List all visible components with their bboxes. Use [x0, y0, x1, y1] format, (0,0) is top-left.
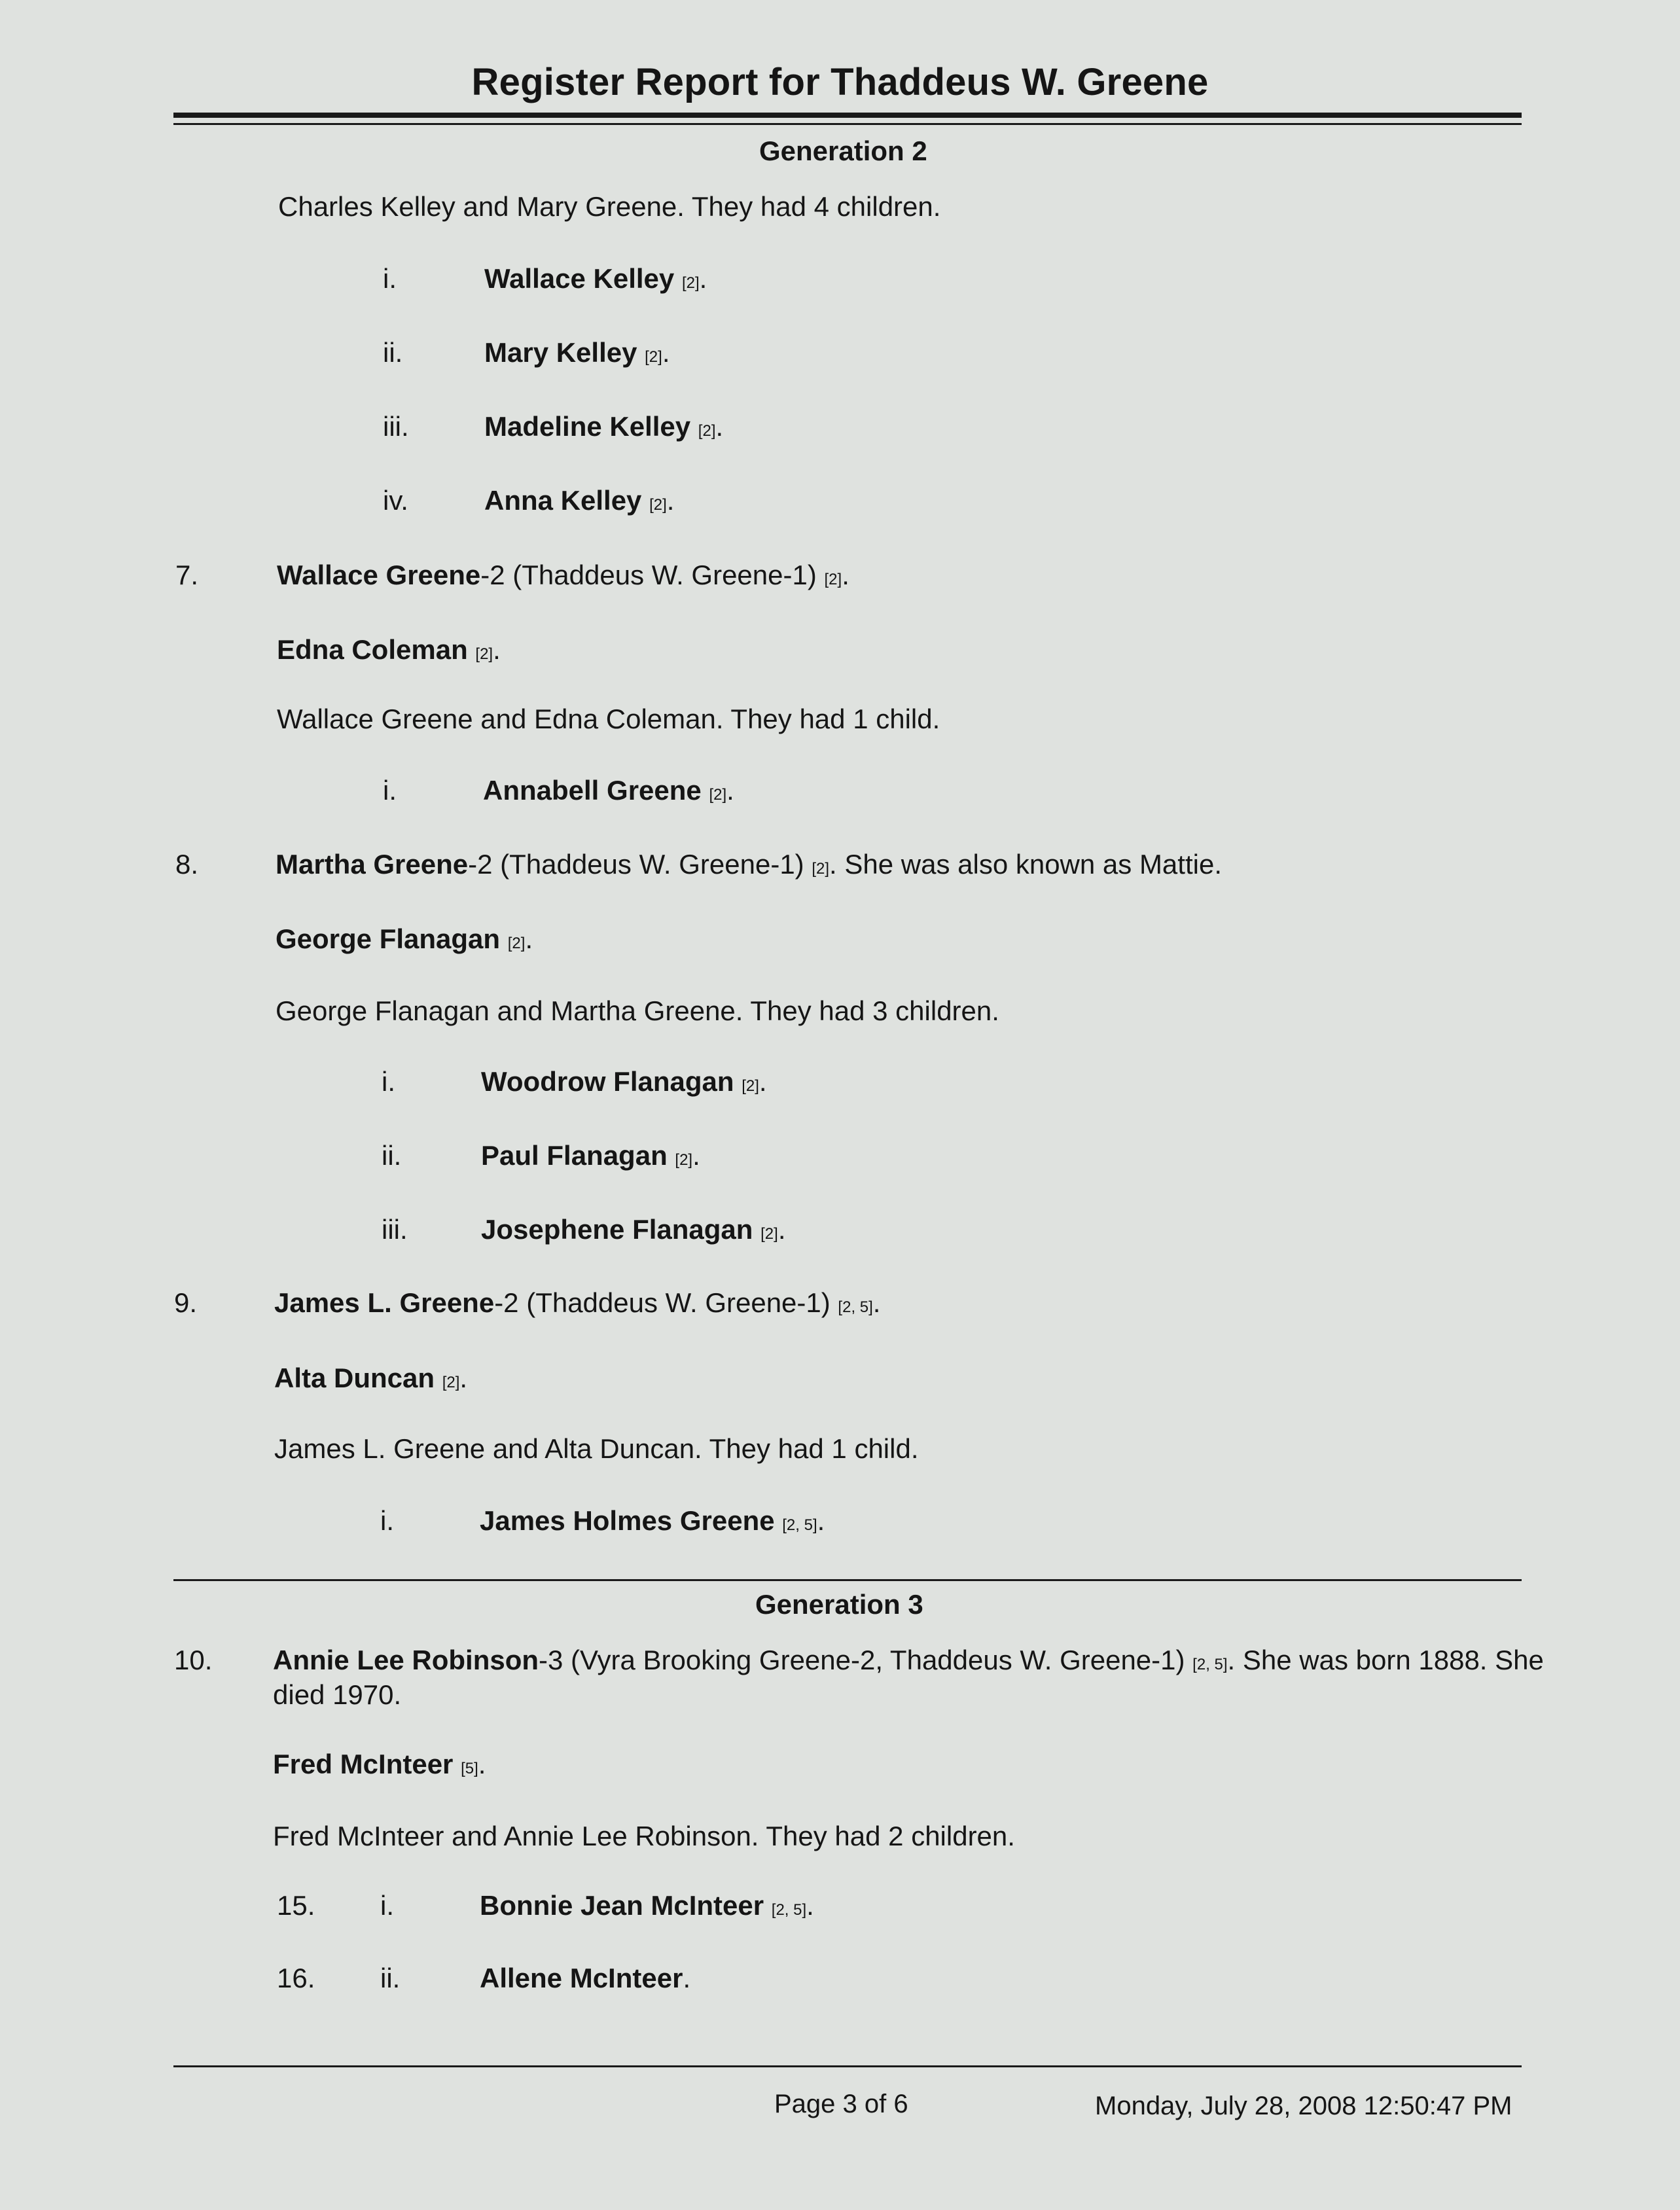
- source-ref: [2]: [681, 274, 700, 292]
- child-number: i.: [380, 1890, 394, 1921]
- source-ref: [2]: [675, 1151, 693, 1169]
- punct: .: [699, 263, 707, 294]
- child-entry: [481, 1068, 767, 1096]
- entry-number: 10.: [174, 1645, 213, 1675]
- entry-heading: [276, 851, 1222, 878]
- source-ref: [2, 5]: [771, 1901, 807, 1919]
- entry-heading: [277, 561, 849, 589]
- child-number: iii.: [383, 411, 409, 442]
- child-number: iii.: [382, 1214, 408, 1245]
- child-number: ii.: [380, 1963, 401, 1993]
- child-name: Anna Kelley: [484, 485, 642, 516]
- spouse-name: George Flanagan: [276, 923, 501, 954]
- spouse-entry: [274, 1364, 467, 1392]
- child-number: i.: [383, 263, 397, 294]
- spouse-entry: [277, 636, 501, 664]
- entry-number: 9.: [174, 1287, 198, 1318]
- child-number: i.: [382, 1066, 395, 1097]
- source-ref: [2]: [824, 571, 842, 588]
- source-ref: [2]: [812, 860, 830, 878]
- punct: .: [683, 1963, 691, 1993]
- child-index: 15.: [277, 1890, 315, 1921]
- child-name: Annabell Greene: [483, 775, 702, 806]
- lineage: -2 (Thaddeus W. Greene-1): [480, 560, 817, 590]
- spouse-entry: [273, 1751, 486, 1778]
- child-entry: [481, 1142, 700, 1169]
- child-entry: [484, 487, 674, 514]
- source-ref: [2]: [698, 422, 716, 440]
- child-name: James Holmes Greene: [480, 1505, 775, 1536]
- child-name: Wallace Kelley: [484, 263, 675, 294]
- child-name: Paul Flanagan: [481, 1140, 668, 1171]
- person-name: Martha Greene: [276, 849, 469, 880]
- report-datetime: Monday, July 28, 2008 12:50:47 PM: [1095, 2092, 1512, 2120]
- child-name: Allene McInteer: [480, 1963, 683, 1993]
- source-ref: [2]: [709, 786, 727, 804]
- child-entry: [480, 1507, 825, 1535]
- lineage: -2 (Thaddeus W. Greene-1): [494, 1287, 831, 1318]
- source-ref: [2]: [645, 348, 662, 366]
- child-entry: [480, 1892, 814, 1919]
- source-ref: [2]: [760, 1225, 778, 1243]
- spouse-name: Edna Coleman: [277, 634, 468, 665]
- child-entry: [484, 339, 670, 366]
- source-ref: [2]: [742, 1077, 759, 1095]
- entry-note: .: [842, 560, 849, 590]
- punct: .: [662, 337, 670, 368]
- spouse-name: Alta Duncan: [274, 1363, 435, 1393]
- child-entry: [483, 777, 734, 804]
- entry-note: .: [872, 1287, 881, 1318]
- punct: .: [459, 1363, 468, 1393]
- entry-note: . She was born 1888. She died 1970.: [273, 1645, 1544, 1710]
- generation-3-heading: Generation 3: [755, 1589, 923, 1620]
- child-name: Josephene Flanagan: [481, 1214, 753, 1245]
- family-summary: Wallace Greene and Edna Coleman. They had 1 child.: [277, 704, 940, 734]
- child-number: i.: [380, 1505, 394, 1536]
- child-entry: [484, 265, 707, 293]
- family-summary: Fred McInteer and Annie Lee Robinson. They had 2 children.: [273, 1821, 1015, 1851]
- child-number: i.: [383, 775, 397, 806]
- person-name: James L. Greene: [274, 1287, 495, 1318]
- punct: .: [777, 1214, 786, 1245]
- footer-rule: [173, 2065, 1522, 2067]
- spouse-name: Fred McInteer: [273, 1749, 454, 1779]
- person-name: Wallace Greene: [277, 560, 481, 590]
- punct: .: [493, 634, 501, 665]
- punct: .: [726, 775, 734, 806]
- source-ref: [2, 5]: [1192, 1656, 1228, 1673]
- entry-heading: [273, 1645, 1569, 1710]
- family-summary: James L. Greene and Alta Duncan. They had 1 child.: [274, 1433, 919, 1464]
- family-summary: Charles Kelley and Mary Greene. They had 4 children.: [278, 191, 941, 222]
- generation-2-heading: Generation 2: [759, 135, 927, 166]
- punct: .: [692, 1140, 700, 1171]
- source-ref: [2, 5]: [782, 1516, 817, 1534]
- child-number: iv.: [383, 485, 408, 516]
- punct: .: [525, 923, 533, 954]
- entry-number: 8.: [175, 849, 199, 880]
- source-ref: [2]: [649, 496, 667, 514]
- lineage: -3 (Vyra Brooking Greene-2, Thaddeus W. Greene-1): [539, 1645, 1185, 1675]
- title-rule-thick: [173, 113, 1522, 118]
- child-entry: [484, 413, 723, 440]
- child-number: ii.: [383, 337, 403, 368]
- source-ref: [5]: [461, 1760, 478, 1777]
- source-ref: [2]: [442, 1374, 460, 1391]
- family-summary: George Flanagan and Martha Greene. They had 3 children.: [276, 995, 999, 1026]
- punct: .: [666, 485, 675, 516]
- person-name: Annie Lee Robinson: [273, 1645, 539, 1675]
- spouse-entry: [276, 925, 533, 953]
- lineage: -2 (Thaddeus W. Greene-1): [468, 849, 804, 880]
- child-number: ii.: [382, 1140, 402, 1171]
- entry-number: 7.: [175, 560, 199, 590]
- entry-heading: [274, 1289, 880, 1317]
- child-name: Madeline Kelley: [484, 411, 691, 442]
- source-ref: [2]: [475, 645, 493, 663]
- source-ref: [2]: [507, 935, 526, 952]
- entry-note: . She was also known as Mattie.: [829, 849, 1222, 880]
- child-name: Woodrow Flanagan: [481, 1066, 734, 1097]
- child-index: 16.: [277, 1963, 315, 1993]
- child-name: Bonnie Jean McInteer: [480, 1890, 764, 1921]
- report-title: Register Report for Thaddeus W. Greene: [471, 61, 1209, 103]
- source-ref: [2, 5]: [838, 1298, 873, 1316]
- title-rule-thin: [173, 123, 1522, 125]
- child-name: Mary Kelley: [484, 337, 637, 368]
- punct: .: [715, 411, 724, 442]
- child-entry: [480, 1965, 690, 1992]
- punct: .: [759, 1066, 767, 1097]
- section-rule: [173, 1579, 1522, 1581]
- punct: .: [806, 1890, 814, 1921]
- punct: .: [817, 1505, 825, 1536]
- page-number: Page 3 of 6: [774, 2090, 908, 2118]
- punct: .: [478, 1749, 486, 1779]
- child-entry: [481, 1216, 785, 1243]
